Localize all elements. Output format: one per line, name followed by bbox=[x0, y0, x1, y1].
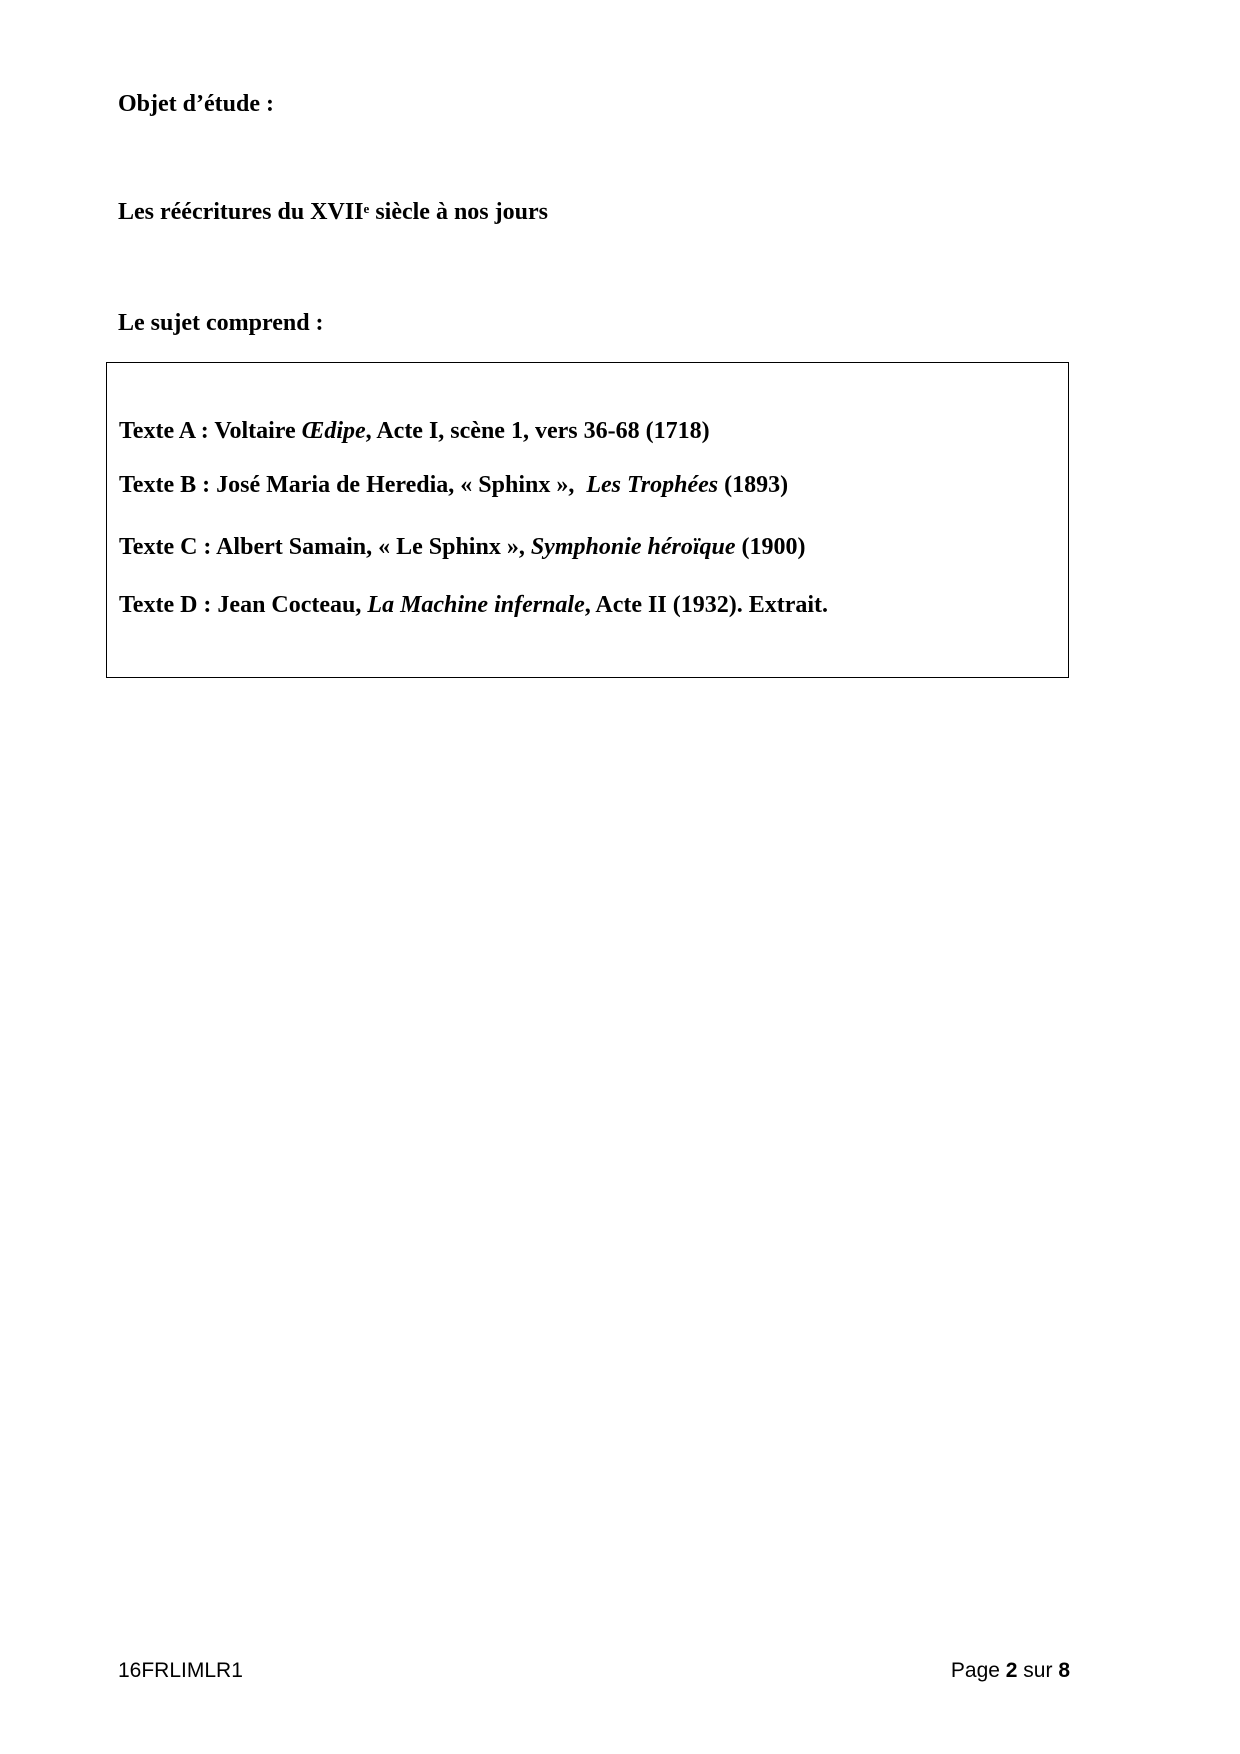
text-b-title: Les Trophées bbox=[586, 472, 719, 498]
text-b-author: Texte B : José Maria de Heredia, « Sphinx », bbox=[119, 472, 587, 498]
text-a-title: Œdipe bbox=[301, 418, 366, 444]
sujet-comprend-heading: Le sujet comprend : bbox=[118, 310, 324, 336]
text-a-line bbox=[119, 417, 710, 445]
text-c-details: (1900) bbox=[735, 534, 806, 560]
text-c-author: Texte C : Albert Samain, « Le Sphinx », bbox=[119, 534, 531, 560]
century-superscript: e bbox=[363, 201, 370, 216]
text-a-author: Texte A : Voltaire bbox=[119, 418, 302, 444]
document-code: 16FRLIMLR1 bbox=[118, 1659, 243, 1682]
current-page: 2 bbox=[1005, 1659, 1018, 1682]
text-a-details: , Acte I, scène 1, vers 36-68 (1718) bbox=[365, 418, 710, 444]
text-b-details: (1893) bbox=[718, 472, 789, 498]
text-b-line bbox=[119, 471, 788, 499]
page-label: Page bbox=[950, 1659, 1006, 1682]
text-d-line bbox=[119, 591, 828, 619]
reecritures-heading bbox=[118, 198, 548, 226]
objet-etude-heading: Objet d’étude : bbox=[118, 91, 274, 117]
page-separator: sur bbox=[1017, 1659, 1059, 1682]
page-number bbox=[951, 1658, 1070, 1684]
text-c-line bbox=[119, 533, 806, 561]
text-d-details: , Acte II (1932). Extrait. bbox=[584, 592, 829, 618]
text-d-author: Texte D : Jean Cocteau, bbox=[119, 592, 368, 618]
texts-corpus-box bbox=[106, 362, 1069, 678]
reecritures-text-end: siècle à nos jours bbox=[369, 199, 548, 225]
total-pages: 8 bbox=[1058, 1659, 1070, 1682]
reecritures-text-start: Les réécritures du XVII bbox=[118, 199, 364, 225]
text-c-title: Symphonie héroïque bbox=[530, 534, 736, 560]
text-d-title: La Machine infernale bbox=[367, 592, 585, 618]
